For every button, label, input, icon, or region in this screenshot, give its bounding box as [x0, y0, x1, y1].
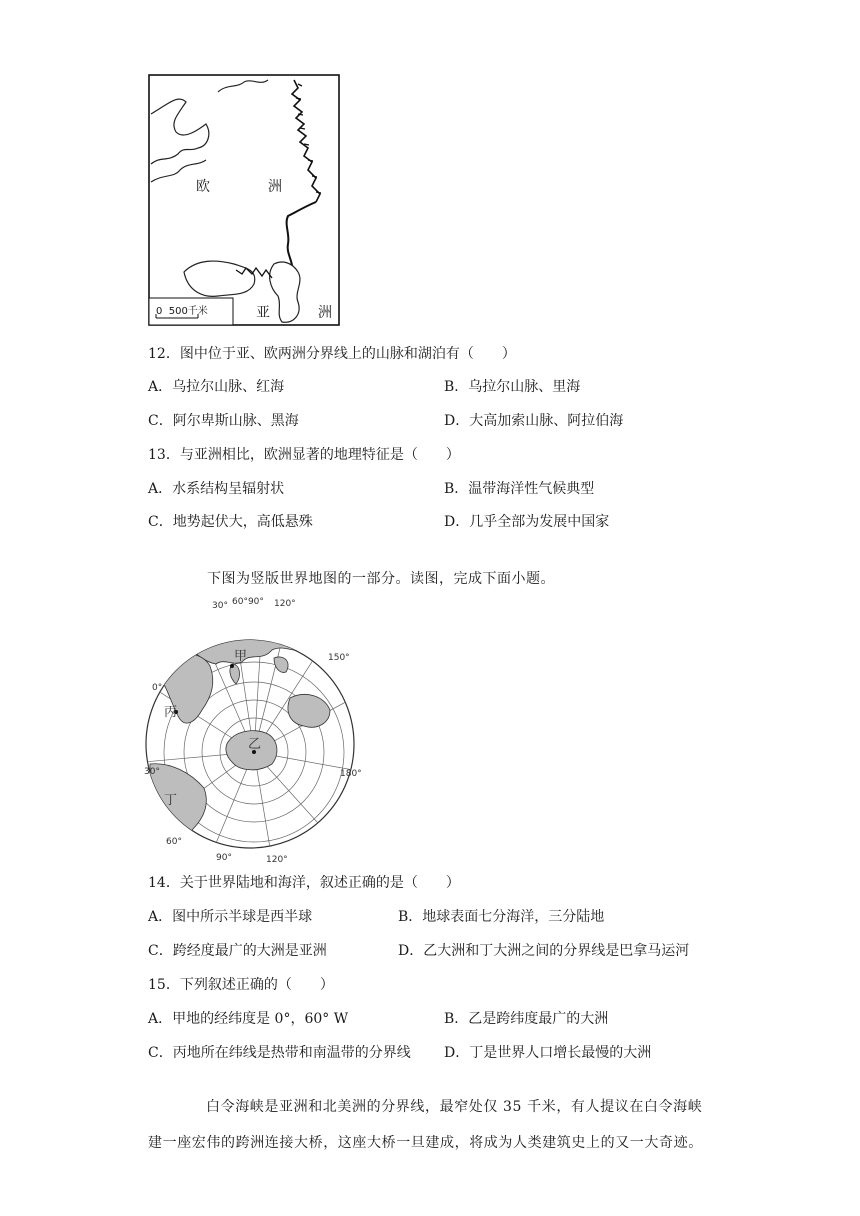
q14-stem: 14．关于世界陆地和海洋，叙述正确的是（ ）: [148, 875, 460, 891]
europe-asia-map-svg: [148, 74, 340, 326]
section-intro: 下图为竖版世界地图的一部分。读图，完成下面小题。: [207, 571, 555, 587]
tick-0: 0°: [152, 683, 163, 693]
tick-30-left: 30°: [144, 767, 160, 777]
polar-world-map: [144, 592, 362, 865]
q13-stem: 13．与亚洲相比，欧洲显著的地理特征是（ ）: [148, 447, 460, 463]
q12-option-b[interactable]: B．乌拉尔山脉、里海: [444, 379, 581, 395]
tick-120-bottom: 120°: [266, 855, 288, 865]
q14-option-a[interactable]: A．图中所示半球是西半球: [148, 909, 313, 925]
tick-90-bottom: 90°: [216, 853, 232, 863]
q14-option-c[interactable]: C．跨经度最广的大洲是亚洲: [148, 943, 327, 959]
q13-option-a[interactable]: A．水系结构呈辐射状: [148, 481, 285, 497]
map-label-bing: 丙: [164, 705, 178, 720]
q13-option-b[interactable]: B．温带海洋性气候典型: [444, 481, 595, 497]
q12-option-a[interactable]: A．乌拉尔山脉、红海: [148, 379, 285, 395]
q15-stem: 15．下列叙述正确的（ ）: [148, 977, 334, 993]
map-label-jia: 甲: [234, 649, 248, 664]
tick-150: 150°: [328, 653, 350, 663]
map-label-asia-1: 亚: [256, 305, 270, 321]
passage-line-2: 建一座宏伟的跨洲连接大桥，这座大桥一旦建成，将成为人类建筑史上的又一大奇迹。: [148, 1135, 703, 1151]
map-label-europe-2: 洲: [268, 179, 282, 195]
polar-world-map-svg: [144, 592, 362, 865]
q15-option-b[interactable]: B．乙是跨纬度最广的大洲: [444, 1011, 609, 1027]
q12-stem: 12．图中位于亚、欧两洲分界线上的山脉和湖泊有（ ）: [148, 346, 516, 362]
q13-option-c[interactable]: C．地势起伏大，高低悬殊: [148, 514, 313, 530]
map-label-yi: 乙: [248, 737, 262, 752]
europe-asia-map: [148, 74, 340, 326]
q15-option-d[interactable]: D．丁是世界人口增长最慢的大洲: [444, 1045, 652, 1061]
q12-option-c[interactable]: C．阿尔卑斯山脉、黑海: [148, 413, 299, 429]
q14-option-b[interactable]: B．地球表面七分海洋，三分陆地: [398, 909, 605, 925]
tick-30-top: 30°: [212, 601, 228, 611]
q12-option-d[interactable]: D．大高加索山脉、阿拉伯海: [444, 413, 624, 429]
tick-180: 180°: [340, 769, 362, 779]
tick-60-bottom: 60°: [166, 837, 182, 847]
map-label-europe-1: 欧: [196, 179, 210, 195]
q15-option-c[interactable]: C．丙地所在纬线是热带和南温带的分界线: [148, 1045, 411, 1061]
q15-option-a[interactable]: A．甲地的经纬度是 0°，60° W: [148, 1011, 349, 1027]
q14-option-d[interactable]: D．乙大洲和丁大洲之间的分界线是巴拿马运河: [398, 943, 690, 959]
passage-line-1: 白令海峡是亚洲和北美洲的分界线，最窄处仅 35 千米，有人提议在白令海峡: [206, 1099, 703, 1115]
q13-option-d[interactable]: D．几乎全部为发展中国家: [444, 514, 610, 530]
map-scale-text: 0 500千米: [156, 306, 208, 317]
map-label-asia-2: 洲: [318, 305, 332, 321]
map-label-ding: 丁: [164, 793, 178, 808]
tick-120-top: 120°: [274, 599, 296, 609]
tick-60-90: 60°90°: [232, 597, 264, 607]
